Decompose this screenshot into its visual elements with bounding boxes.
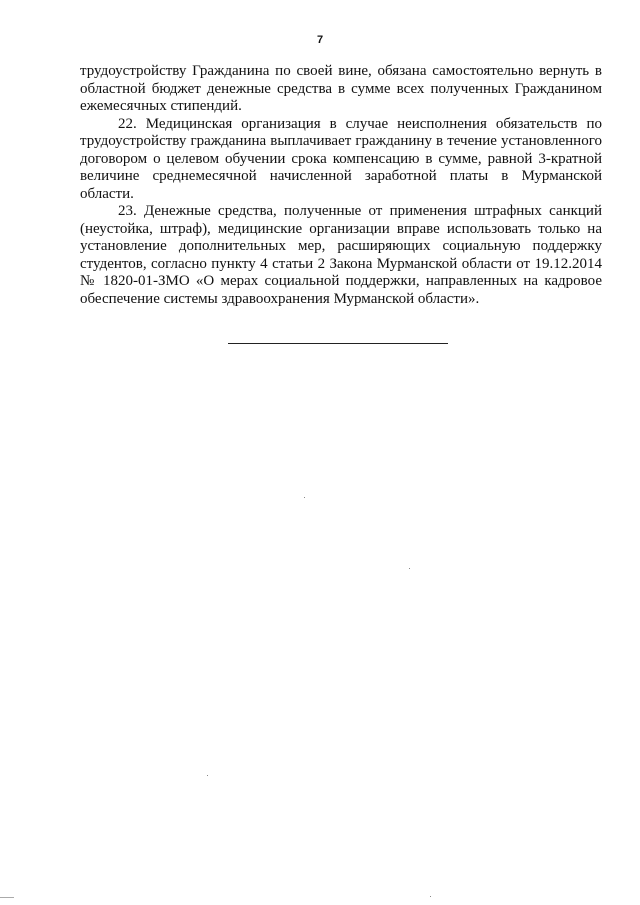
scan-artifact <box>0 897 14 898</box>
paragraph-continuation: трудоустройству Гражданина по своей вине, обязана самостоятельно вернуть в областной бюджет денежные средства в сумме всех полученных Гражданином ежемесячных стипендий. <box>80 63 602 114</box>
scan-artifact <box>304 497 305 498</box>
document-body <box>80 63 602 308</box>
scan-artifact <box>430 896 431 897</box>
scan-artifact <box>409 568 410 569</box>
scan-artifact <box>207 775 208 776</box>
page-number: 7 <box>316 34 324 46</box>
end-of-document-rule <box>228 343 448 344</box>
paragraph-22: 22. Медицинская организация в случае неисполнения обязательств по трудоустройству гражданина выплачивает гражданину в течение установленного договором о целевом обучении срока компенсацию в сумме, равной 3-кратной величине среднемесячной начисленной заработной платы в Мурманской области. <box>80 115 602 202</box>
paragraph-23: 23. Денежные средства, полученные от применения штрафных санкций (неустойка, штраф), медицинские организации вправе использовать только на установление дополнительных мер, расширяющих социальную поддержку студентов, согласно пункту 4 статьи 2 Закона Мурманской области от 19.12.2014 № 1820-01-ЗМО «О мерах социальной поддержки, направленных на кадровое обеспечение системы здравоохранения Мурманской области». <box>80 203 602 307</box>
